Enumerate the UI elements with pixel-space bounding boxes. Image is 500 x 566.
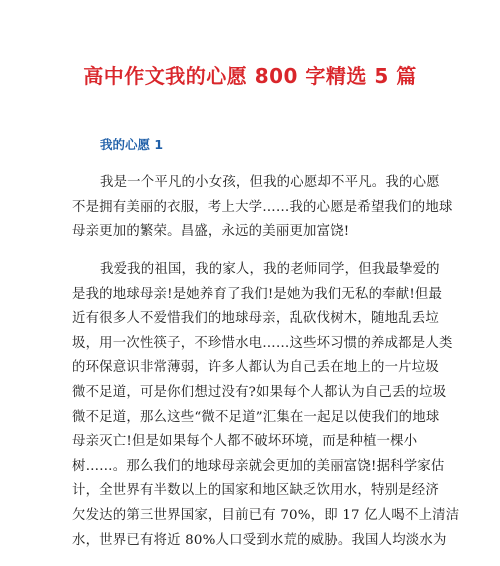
- document-title: 高中作文我的心愿 800 字精选 5 篇: [83, 64, 417, 88]
- paragraph-line: 的环保意识非常薄弱，许多人都认为自己丢在地上的一片垃圾: [72, 360, 439, 376]
- paragraph-line: 圾，用一次性筷子，不珍惜水电……这些坏习惯的养成都是人类: [72, 335, 453, 351]
- paragraph-line: 近有很多人不爱惜我们的地球母亲，乱砍伐树木，随地乱丢垃: [72, 311, 439, 327]
- paragraph-line: 是我的地球母亲!是她养育了我们!是她为我们无私的奉献!但最: [72, 286, 443, 302]
- paragraph-line: 欠发达的第三世界国家，目前已有 70%，即 17 亿人喝不上清洁: [72, 507, 460, 523]
- paragraph-1: [72, 171, 453, 245]
- paragraph-line: 母亲灭亡!但是如果每个人都不破坏环境，而是种植一棵小: [72, 434, 418, 450]
- paragraph-line: 我爱我的祖国，我的家人，我的老师同学，但我最挚爱的: [100, 262, 440, 277]
- paragraph-line: 不是拥有美丽的衣服，考上大学……我的心愿是希望我们的地球: [72, 199, 453, 215]
- paragraph-line: 母亲更加的繁荣。昌盛，永远的美丽更加富饶!: [72, 224, 350, 240]
- paragraph-line: 微不足道，那么这些“微不足道”汇集在一起足以使我们的地球: [72, 409, 440, 425]
- paragraph-2: [72, 258, 460, 553]
- section-heading: 我的心愿 1: [100, 137, 164, 152]
- paragraph-line: 计，全世界有半数以上的国家和地区缺乏饮用水，特别是经济: [72, 483, 439, 499]
- paragraph-line: 树……。那么我们的地球母亲就会更加的美丽富饶!据科学家估: [72, 458, 445, 474]
- paragraph-line: 微不足道，可是你们想过没有?如果每个人都认为自己丢的垃圾: [72, 384, 447, 400]
- paragraph-line: 水，世界已有将近 80%人口受到水荒的威胁。我国人均淡水为: [72, 532, 447, 548]
- paragraph-line: 我是一个平凡的小女孩，但我的心愿却不平凡。我的心愿: [100, 175, 440, 190]
